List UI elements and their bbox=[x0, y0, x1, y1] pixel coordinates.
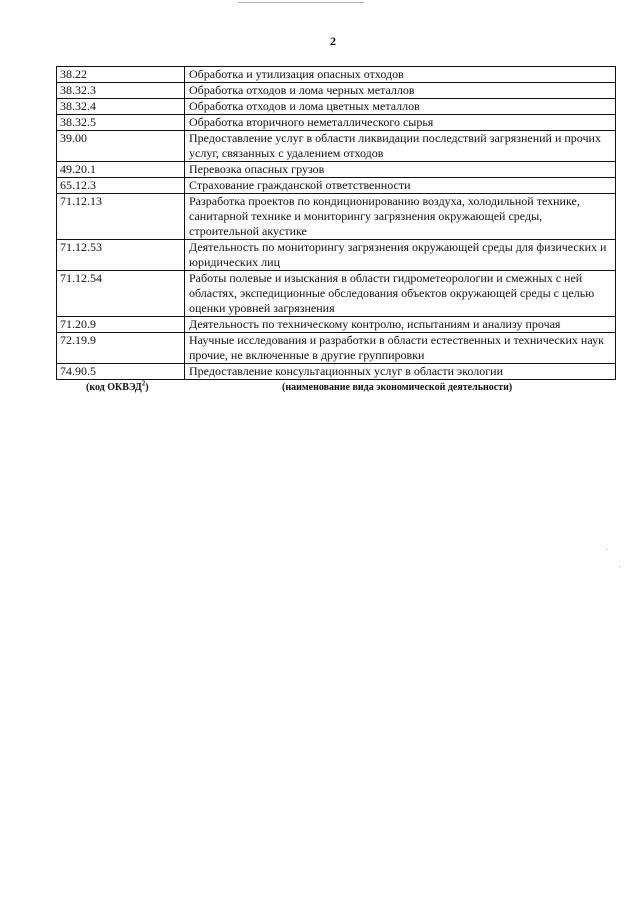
table-row bbox=[57, 83, 616, 99]
table-row bbox=[57, 364, 616, 380]
table-row bbox=[57, 317, 616, 333]
activity-name-cell: Деятельность по мониторингу загрязнения окружающей среды для физических и юридических лиц bbox=[185, 240, 616, 271]
scan-speck bbox=[619, 566, 620, 567]
scan-speck bbox=[606, 549, 607, 550]
table-row bbox=[57, 194, 616, 240]
activity-name-cell: Работы полевые и изыскания в области гидрометеорологии и смежных с ней областях, экспедиционные обследования объектов окружающей среды с целью оценки уровней загрязнения bbox=[185, 271, 616, 317]
table-row bbox=[57, 115, 616, 131]
table-row bbox=[57, 271, 616, 317]
table-row bbox=[57, 178, 616, 194]
okved-code-cell: 38.32.4 bbox=[57, 99, 185, 115]
table-row bbox=[57, 131, 616, 162]
activity-name-cell: Предоставление консультационных услуг в области экологии bbox=[185, 364, 616, 380]
table-row bbox=[57, 162, 616, 178]
okved-code-cell: 74.90.5 bbox=[57, 364, 185, 380]
okved-code-cell: 49.20.1 bbox=[57, 162, 185, 178]
activity-name-cell: Научные исследования и разработки в области естественных и технических наук прочие, не включенные в другие группировки bbox=[185, 333, 616, 364]
activity-name-cell: Обработка и утилизация опасных отходов bbox=[185, 67, 616, 83]
okved-code-cell: 71.12.53 bbox=[57, 240, 185, 271]
okved-code-caption bbox=[86, 379, 149, 393]
table-row bbox=[57, 67, 616, 83]
okved-code-cell: 71.20.9 bbox=[57, 317, 185, 333]
okved-code-caption-text: (код ОКВЭД bbox=[86, 382, 142, 393]
page-number: 2 bbox=[330, 34, 336, 48]
table-row bbox=[57, 240, 616, 271]
okved-code-cell: 38.22 bbox=[57, 67, 185, 83]
activity-name-cell: Обработка отходов и лома цветных металлов bbox=[185, 99, 616, 115]
activity-name-cell: Деятельность по техническому контролю, испытаниям и анализу прочая bbox=[185, 317, 616, 333]
okved-code-cell: 38.32.3 bbox=[57, 83, 185, 99]
activity-name-cell: Страхование гражданской ответственности bbox=[185, 178, 616, 194]
footnote-marker: 2 bbox=[141, 379, 146, 388]
okved-code-cell: 39.00 bbox=[57, 131, 185, 162]
activity-name-caption: (наименование вида экономической деятельности) bbox=[282, 382, 513, 393]
okved-table bbox=[56, 66, 616, 380]
top-edge-line bbox=[238, 2, 364, 3]
activity-name-cell: Обработка отходов и лома черных металлов bbox=[185, 83, 616, 99]
okved-table-body bbox=[57, 67, 616, 380]
activity-name-cell: Предоставление услуг в области ликвидации последствий загрязнений и прочих услуг, связанных с удалением отходов bbox=[185, 131, 616, 162]
activity-name-cell: Обработка вторичного неметаллического сырья bbox=[185, 115, 616, 131]
okved-code-cell: 65.12.3 bbox=[57, 178, 185, 194]
okved-code-cell: 71.12.54 bbox=[57, 271, 185, 317]
activity-name-cell: Перевозка опасных грузов bbox=[185, 162, 616, 178]
activity-name-cell: Разработка проектов по кондиционированию воздуха, холодильной технике, санитарной технике и мониторингу загрязнения окружающей среды, строительной акустике bbox=[185, 194, 616, 240]
okved-code-caption-close: ) bbox=[145, 382, 149, 393]
okved-code-cell: 38.32.5 bbox=[57, 115, 185, 131]
table-row bbox=[57, 333, 616, 364]
okved-code-cell: 72.19.9 bbox=[57, 333, 185, 364]
table-row bbox=[57, 99, 616, 115]
okved-code-cell: 71.12.13 bbox=[57, 194, 185, 240]
